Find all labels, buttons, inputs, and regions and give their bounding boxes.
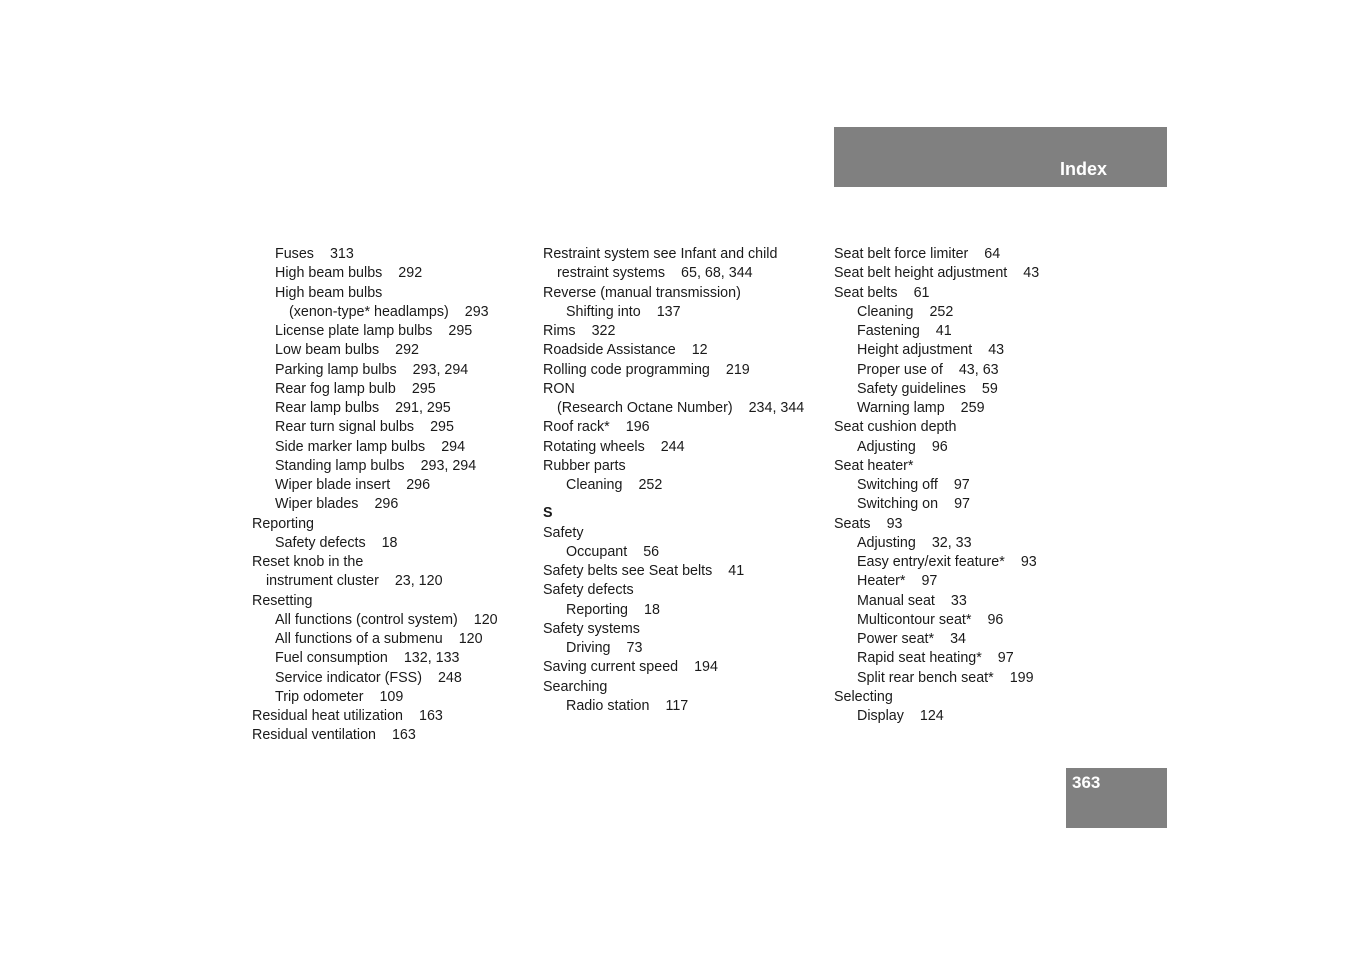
index-entry-pages[interactable]: 137 (656, 303, 681, 320)
index-entry-pages[interactable]: 18 (644, 601, 660, 618)
index-entry-term: Seats (834, 515, 871, 532)
index-entry (834, 572, 1039, 591)
index-entry-term: Height adjustment (857, 342, 973, 359)
index-entry-term: Shifting into (566, 303, 641, 320)
index-entry-term: Safety belts see Seat belts (543, 563, 713, 579)
index-entry-pages[interactable]: 313 (329, 246, 354, 262)
index-entry-pages[interactable]: 252 (638, 477, 663, 493)
index-entry-term: Cleaning (566, 477, 623, 493)
index-entry (252, 284, 498, 303)
index-entry-pages[interactable]: 59 (981, 380, 998, 397)
index-entry-pages[interactable]: 97 (997, 650, 1014, 667)
index-entry-term: instrument cluster (266, 573, 379, 590)
index-entry (834, 592, 1039, 611)
index-entry-term: Roof rack* (543, 419, 610, 436)
index-entry (834, 534, 1039, 553)
index-entry-pages[interactable]: 295 (411, 380, 436, 397)
index-entry (834, 322, 1039, 341)
index-entry-pages[interactable]: 43 (988, 342, 1005, 359)
index-entry (543, 524, 804, 543)
index-entry-term: Service indicator (FSS) (275, 669, 422, 686)
index-entry (834, 707, 1039, 726)
index-entry (543, 601, 804, 620)
index-entry-pages[interactable]: 296 (406, 477, 431, 493)
index-entry (834, 245, 1039, 264)
index-entry-term: Selecting (834, 688, 893, 705)
index-entry-term: Restraint system see Infant and child (543, 246, 778, 262)
index-entry (252, 669, 498, 688)
index-entry-pages[interactable]: 41 (728, 563, 745, 579)
index-entry-term: Radio station (566, 697, 650, 714)
index-entry (834, 515, 1039, 534)
index-entry-term: Adjusting (857, 438, 916, 455)
page-number: 363 (1072, 773, 1101, 792)
index-entry-pages[interactable]: 120 (473, 611, 498, 628)
index-entry-term: Resetting (252, 592, 313, 609)
index-entry-term: Rubber parts (543, 457, 626, 474)
index-entry-pages[interactable]: 93 (1020, 554, 1037, 570)
index-entry-term: Display (857, 708, 904, 724)
index-entry-pages[interactable]: 97 (921, 573, 938, 590)
index-entry-term: Seat belts (834, 284, 898, 301)
index-entry-term: Proper use of (857, 361, 943, 378)
index-entry-pages[interactable]: 93 (886, 515, 903, 532)
index-entry (252, 438, 498, 457)
index-entry (543, 543, 804, 562)
index-entry (834, 361, 1039, 380)
index-entry-pages[interactable]: 23, 120 (394, 573, 443, 590)
index-entry (252, 592, 498, 611)
index-entry-pages[interactable]: 109 (379, 688, 404, 705)
index-entry-pages[interactable]: 61 (913, 284, 930, 301)
index-entry-pages[interactable]: 293, 294 (412, 361, 469, 378)
index-entry-term: restraint systems (557, 265, 666, 282)
index-entry (252, 303, 498, 322)
index-entry (543, 697, 804, 716)
index-entry (252, 688, 498, 707)
index-column-1 (252, 245, 498, 746)
index-entry (252, 611, 498, 630)
index-entry-pages[interactable]: 296 (374, 496, 399, 513)
index-entry-term: Rolling code programming (543, 361, 710, 378)
index-entry-term: Rotating wheels (543, 438, 645, 455)
index-entry-pages[interactable]: 132, 133 (403, 650, 460, 667)
index-entry (252, 707, 498, 726)
section-gap (543, 495, 804, 504)
index-entry-pages[interactable]: 292 (395, 342, 419, 359)
index-entry (543, 620, 804, 639)
index-entry-term: Occupant (566, 543, 628, 560)
index-entry (834, 688, 1039, 707)
index-entry-term: All functions of a submenu (275, 631, 443, 647)
index-entry-term: Power seat* (857, 631, 935, 647)
index-entry-term: Trip odometer (275, 688, 364, 705)
index-entry-term: Multicontour seat* (857, 611, 972, 628)
index-entry-term: Warning lamp (857, 400, 945, 416)
index-entry-pages[interactable]: 97 (953, 477, 970, 493)
index-entry-pages[interactable]: 293 (464, 303, 489, 320)
index-entry (252, 264, 498, 283)
page-number-tab (1066, 768, 1167, 828)
index-entry (252, 649, 498, 668)
index-entry-term: Reporting (566, 601, 628, 618)
index-entry-term: RON (543, 380, 575, 397)
index-title: Index (1059, 159, 1107, 179)
index-entry (252, 361, 498, 380)
index-entry (543, 678, 804, 697)
index-entry (834, 341, 1039, 360)
index-entry (543, 639, 804, 658)
index-entry-term: Seat cushion depth (834, 419, 957, 436)
index-entry-term: Wiper blade insert (275, 477, 391, 493)
index-entry-term: Fuses (275, 246, 314, 262)
index-entry-pages[interactable]: 295 (430, 419, 454, 436)
index-entry-term: Seat belt force limiter (834, 246, 969, 262)
index-entry-pages[interactable]: 32, 33 (931, 534, 972, 551)
index-entry-term: Low beam bulbs (275, 342, 380, 359)
index-entry (834, 649, 1039, 668)
index-entry-pages[interactable]: 117 (665, 697, 689, 714)
index-entry (543, 284, 804, 303)
index-entry (252, 553, 498, 572)
index-entry-pages[interactable]: 295 (448, 323, 473, 339)
index-entry-term: Fuel consumption (275, 650, 388, 667)
index-entry-pages[interactable]: 199 (1009, 669, 1034, 686)
index-entry (834, 495, 1039, 514)
index-entry-pages[interactable]: 293, 294 (420, 457, 477, 474)
index-entry (543, 341, 804, 360)
index-entry (252, 476, 498, 495)
index-entry (252, 457, 498, 476)
index-entry (543, 245, 804, 264)
index-entry (834, 264, 1039, 283)
index-entry-term: Saving current speed (543, 659, 679, 676)
index-entry (543, 438, 804, 457)
index-entry-pages[interactable]: 163 (391, 727, 416, 744)
index-entry (252, 495, 498, 514)
index-entry-pages[interactable]: 73 (626, 640, 643, 656)
index-entry-term: Driving (566, 640, 611, 656)
index-entry (543, 322, 804, 341)
index-entry-term: Safety defects (275, 534, 366, 551)
index-entry-term: Split rear bench seat* (857, 669, 994, 686)
index-entry (543, 418, 804, 437)
index-entry (543, 380, 804, 399)
index-entry-pages[interactable]: 252 (929, 303, 954, 320)
index-entry-term: Residual ventilation (252, 727, 376, 744)
index-entry-term: Rapid seat heating* (857, 650, 982, 667)
index-entry-term: Roadside Assistance (543, 342, 676, 359)
index-entry-term: (Research Octane Number) (557, 400, 733, 416)
index-entry-pages[interactable]: 43, 63 (958, 361, 999, 378)
index-entry-pages[interactable]: 33 (950, 592, 967, 609)
index-header-tab (834, 127, 1167, 187)
index-entry (252, 245, 498, 264)
index-entry (252, 630, 498, 649)
index-entry-pages[interactable]: 34 (950, 631, 966, 647)
index-entry (834, 399, 1039, 418)
index-entry (834, 553, 1039, 572)
index-entry-term: Fastening (857, 323, 920, 339)
index-entry (252, 341, 498, 360)
index-entry-term: Side marker lamp bulbs (275, 438, 426, 455)
index-entry (834, 418, 1039, 437)
index-entry-term: High beam bulbs (275, 284, 383, 301)
index-entry-pages[interactable]: 196 (625, 419, 650, 436)
index-entry (543, 457, 804, 476)
index-entry (834, 611, 1039, 630)
index-entry (543, 562, 804, 581)
index-entry-term: Parking lamp bulbs (275, 361, 397, 378)
index-entry-pages[interactable]: 43 (1023, 265, 1040, 282)
index-entry-term: Rear lamp bulbs (275, 400, 380, 416)
index-entry (543, 581, 804, 600)
index-entry-term: Rear fog lamp bulb (275, 380, 396, 397)
index-entry (543, 476, 804, 495)
index-entry-term: Switching off (857, 477, 938, 493)
index-entry (543, 658, 804, 677)
index-entry-term: Rims (543, 323, 576, 339)
index-entry-term: Seat heater* (834, 457, 914, 474)
index-entry-term: Easy entry/exit feature* (857, 554, 1005, 570)
index-entry (252, 515, 498, 534)
index-entry (543, 303, 804, 322)
index-entry-term: Heater* (857, 573, 906, 590)
index-entry-pages[interactable]: 124 (919, 708, 944, 724)
index-entry (252, 399, 498, 418)
index-entry-term: License plate lamp bulbs (275, 323, 433, 339)
index-entry-term: Safety guidelines (857, 380, 966, 397)
index-entry-pages[interactable]: 219 (725, 361, 750, 378)
index-entry (252, 418, 498, 437)
index-entry-term: Residual heat utilization (252, 708, 404, 724)
index-entry-term: Wiper blades (275, 496, 359, 513)
index-entry-term: Standing lamp bulbs (275, 457, 405, 474)
section-letter: S (543, 505, 553, 522)
index-entry-pages[interactable]: 322 (591, 323, 616, 339)
index-entry-term: (xenon-type* headlamps) (289, 303, 449, 320)
index-entry-pages[interactable]: 291, 295 (395, 400, 451, 416)
index-entry-term: Reverse (manual transmission) (543, 284, 741, 301)
index-entry (834, 630, 1039, 649)
index-entry-term: Adjusting (857, 534, 916, 551)
index-entry (834, 476, 1039, 495)
index-entry-pages[interactable]: 120 (458, 631, 483, 647)
index-entry-pages[interactable]: 244 (660, 438, 685, 455)
index-entry-pages[interactable]: 194 (694, 659, 718, 676)
index-entry (834, 438, 1039, 457)
index-entry-term: Searching (543, 678, 608, 695)
index-entry-pages[interactable]: 96 (931, 438, 948, 455)
index-entry-pages[interactable]: 65, 68, 344 (681, 265, 753, 282)
index-entry-term: Switching on (857, 496, 939, 513)
index-entry-pages[interactable]: 248 (437, 669, 462, 686)
index-entry (543, 264, 804, 283)
index-entry (252, 726, 498, 745)
index-entry-pages[interactable]: 41 (935, 323, 952, 339)
index-entry-pages[interactable]: 259 (960, 400, 985, 416)
index-entry-pages[interactable]: 163 (419, 708, 443, 724)
index-entry-pages[interactable]: 12 (691, 342, 708, 359)
index-entry (834, 284, 1039, 303)
index-entry (543, 361, 804, 380)
index-entry (834, 457, 1039, 476)
index-column-3 (834, 245, 1039, 726)
index-entry-pages[interactable]: 234, 344 (748, 400, 805, 416)
index-entry-term: Safety (543, 524, 584, 541)
index-entry-term: Safety defects (543, 582, 634, 599)
index-entry-term: Reporting (252, 515, 314, 532)
index-entry-pages[interactable]: 56 (643, 543, 660, 560)
index-column-2 (543, 245, 804, 716)
index-entry-pages[interactable]: 96 (987, 611, 1004, 628)
index-entry-term: High beam bulbs (275, 265, 383, 282)
index-entry-term: Rear turn signal bulbs (275, 419, 415, 436)
index-entry (252, 322, 498, 341)
index-entry (834, 669, 1039, 688)
index-entry-term: All functions (control system) (275, 611, 458, 628)
index-entry (834, 303, 1039, 322)
index-entry (543, 399, 804, 418)
index-entry-pages[interactable]: 292 (398, 265, 423, 282)
index-entry-term: Safety systems (543, 620, 640, 637)
index-entry-term: Manual seat (857, 592, 935, 609)
index-entry (834, 380, 1039, 399)
index-entry-pages[interactable]: 64 (984, 246, 1001, 262)
index-entry-pages[interactable]: 18 (381, 534, 398, 551)
index-entry-term: Reset knob in the (252, 554, 364, 570)
index-entry (252, 534, 498, 553)
index-entry (252, 380, 498, 399)
index-entry (252, 572, 498, 591)
index-entry-pages[interactable]: 294 (441, 438, 466, 455)
index-entry-pages[interactable]: 97 (954, 496, 970, 513)
index-entry-term: Cleaning (857, 303, 914, 320)
index-entry-term: Seat belt height adjustment (834, 265, 1008, 282)
